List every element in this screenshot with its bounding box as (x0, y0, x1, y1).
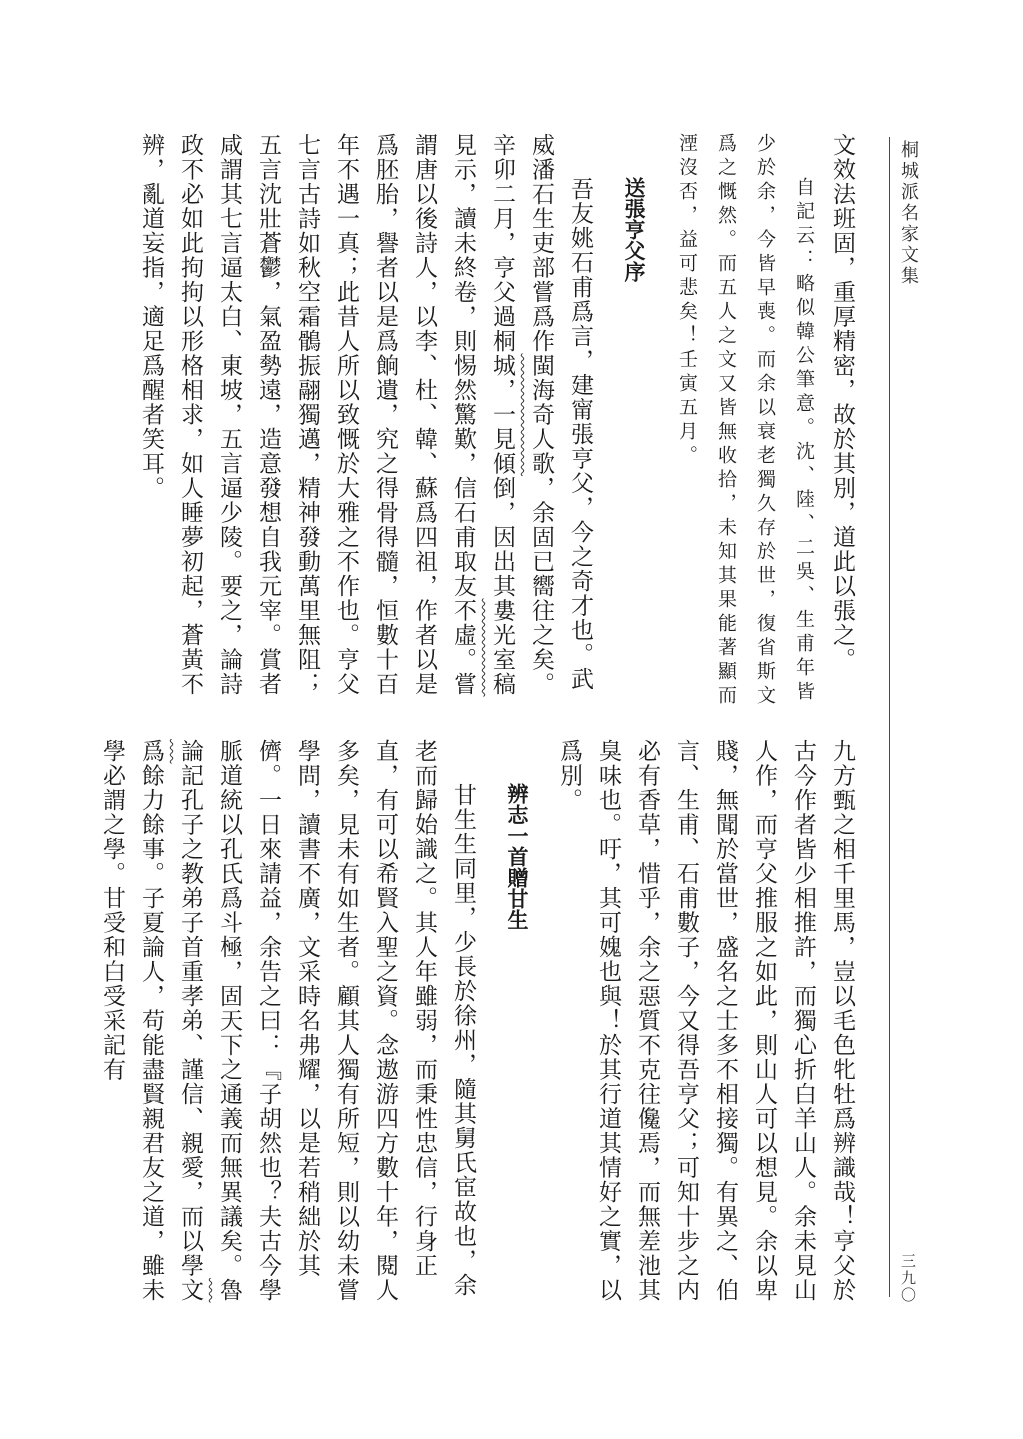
text-run: 吾友姚石甫爲言，建甯張亨父，今之奇才也。武威潘石生吏部嘗爲作 (529, 133, 593, 692)
text-run: 見示，讀未終卷，則惕然驚歎，信石甫取友不虛。嘗謂唐以後詩人，以李、杜、韓、蘇爲四祖，作者以是爲胚胎，譽者以是爲餉遺，究之得骨得髓，恒數十百年不遇一真；此昔人所以致慨於大雅之不作也。亨父七言古詩如秋空霜鶻振翮獨邁，精神發動萬里無阻；五言沈壯蒼鬱，氣盈勢遠，造意發想自我元宰。賞者咸謂其七言逼太白、東坡，五言逼少陵。要之，論詩政不必如此拘拘以形格相求，如人睡夢初起，蒼黃不辨，亂道妄指，適足爲醒者笑耳。 (139, 133, 476, 697)
text-run: 甘生生同里，少長於徐州，隨其舅氏宦故也，余老而歸始識之。其人年雖弱，而秉性忠信，行身正直，有可以希賢入聖之資。念遨游四方數十年，閱人多矣，見未有如生者。顧其人獨有所短，則以幼未嘗學問，讀書不廣，文采時名弗耀，以是若稍絀於其儕。一日來請益，余告之曰：『子胡然也？夫古今學脈道統以孔氏爲斗極，固天下之通義而無異議矣。 (217, 739, 476, 1303)
author-note (667, 133, 823, 713)
book-title-mark: 婁光室稿 (490, 598, 515, 697)
divider-rule (889, 137, 890, 1297)
text-block-bottom (93, 739, 862, 1319)
book-title-mark: 閩海奇人歌 (529, 353, 554, 476)
text-run: 記孔子之教弟子首重孝弟、謹信、親愛，而以學文爲餘力餘事。子夏論人，苟能盡賢親君友之道，雖未學必謂之學。甘受和白受采記有 (100, 739, 203, 1303)
text-run: ，余固已嚮往之矣。辛卯二月，亨父過桐城，一見傾倒，因出其 (490, 133, 554, 697)
text-run: 辨志一首贈甘生 (505, 783, 528, 930)
section-title (497, 739, 536, 1319)
text-run: 九方甄之相千里馬，豈以毛色牝牡爲辨識哉！亨父於古今作者皆少相推許，而獨心折白羊山人。余未見山人作，而亨父推服之如此，則山人可以想見。余以卑賤，無聞於當世，盛名之士多不相接獨。有異之、伯言、生甫、石甫數子，今又得吾亨父；可知十步之内必有香草，惜乎，余之惡質不克往儳焉，而無差池其臭味也。吁，其可媿也與！於其行道其情好之實，以爲別。 (557, 739, 855, 1303)
page-number: 三九〇 (899, 1253, 915, 1304)
text-run: 文效法班固，重厚精密，故於其別，道此以張之。 (830, 133, 855, 672)
paragraph (93, 739, 483, 1319)
text-run: 送張亨父序 (622, 177, 645, 282)
running-title: 桐城派名家文集 (899, 140, 919, 287)
text-block-top (132, 133, 862, 713)
section-title (614, 133, 653, 713)
paragraph (132, 133, 600, 713)
paragraph (823, 133, 862, 713)
book-title-mark: 魯論 (178, 739, 242, 1303)
paragraph (550, 739, 862, 1319)
text-run: 自記云：略似韓公筆意。沈、陸、二吳、生甫年皆少於余，今皆早喪。而余以衰老獨久存於世，復省斯文爲之慨然。而五人之文又皆無收拾，未知其果能著顯而湮沒否，益可悲矣！壬寅五月。 (676, 133, 814, 709)
